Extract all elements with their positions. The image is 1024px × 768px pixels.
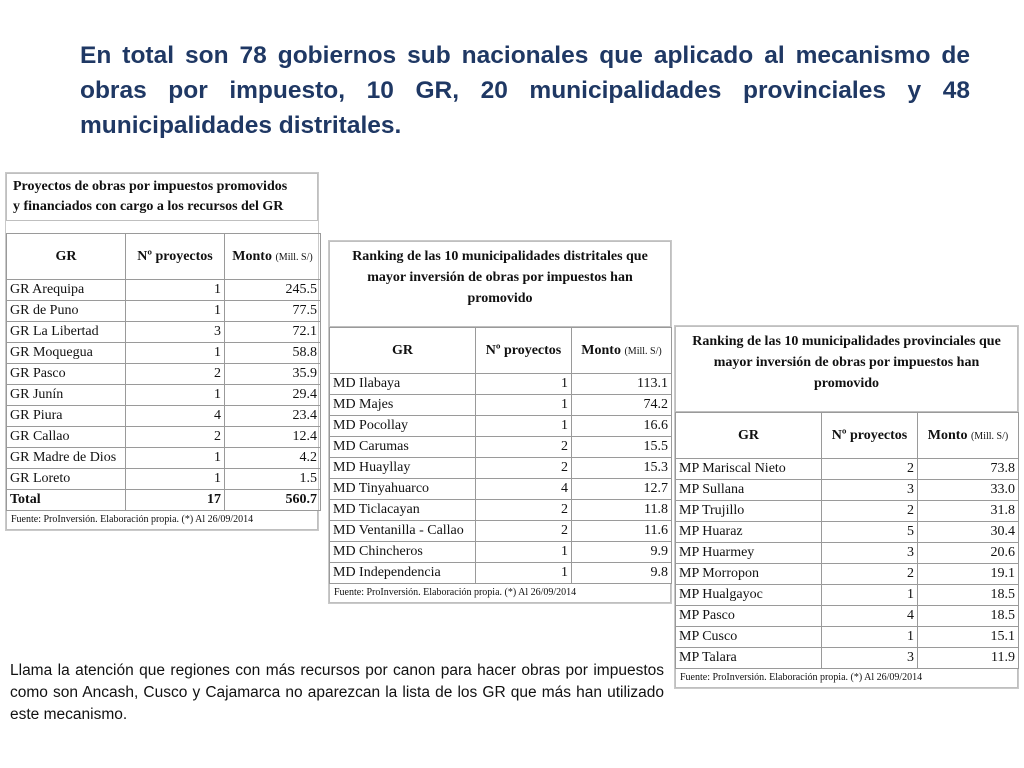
cell-proyectos: 2 [476, 458, 572, 479]
table-row [330, 563, 672, 584]
header-monto-unit: (Mill. S/) [624, 345, 662, 357]
header-monto-unit: (Mill. S/) [275, 251, 313, 263]
table-row [676, 501, 1019, 522]
header-monto-unit: (Mill. S/) [970, 430, 1009, 442]
cell-proyectos: 2 [126, 427, 225, 448]
total-proyectos: 17 [126, 490, 225, 511]
cell-name: GR Piura [7, 406, 126, 427]
cell-monto: 12.7 [572, 479, 672, 500]
cell-monto: 11.8 [572, 500, 672, 521]
cell-name: MP Talara [676, 648, 822, 669]
cell-monto: 18.5 [918, 606, 1019, 627]
header-gr: GR [330, 328, 476, 374]
header-gr: GR [676, 413, 822, 459]
table-gobiernos-regionales [5, 172, 319, 531]
total-monto: 560.7 [225, 490, 321, 511]
cell-proyectos: 1 [476, 374, 572, 395]
header-monto-label: Monto [927, 427, 968, 443]
cell-proyectos: 4 [476, 479, 572, 500]
table-row [330, 395, 672, 416]
table-row [7, 280, 321, 301]
cell-proyectos: 2 [822, 459, 918, 480]
table-total-row [7, 490, 321, 511]
table-source: Fuente: ProInversión. Elaboración propia. (*) Al 26/09/2014 [329, 584, 671, 603]
cell-name: MD Majes [330, 395, 476, 416]
cell-proyectos: 3 [126, 322, 225, 343]
cell-name: MD Tinyahuarco [330, 479, 476, 500]
header-monto [225, 234, 321, 280]
cell-proyectos: 2 [476, 521, 572, 542]
table-row [676, 543, 1019, 564]
cell-monto: 12.4 [225, 427, 321, 448]
header-proyectos: Nº proyectos [822, 413, 918, 459]
table-row [330, 437, 672, 458]
header-proyectos: Nº proyectos [476, 328, 572, 374]
cell-name: GR Pasco [7, 364, 126, 385]
cell-proyectos: 4 [822, 606, 918, 627]
table-row [330, 374, 672, 395]
table-row [7, 385, 321, 406]
header-monto [918, 413, 1019, 459]
cell-monto: 35.9 [225, 364, 321, 385]
cell-monto: 4.2 [225, 448, 321, 469]
cell-proyectos: 1 [822, 585, 918, 606]
cell-name: GR de Puno [7, 301, 126, 322]
cell-monto: 23.4 [225, 406, 321, 427]
cell-proyectos: 3 [822, 648, 918, 669]
cell-name: MD Ticlacayan [330, 500, 476, 521]
cell-monto: 18.5 [918, 585, 1019, 606]
cell-proyectos: 1 [126, 301, 225, 322]
table-row [7, 448, 321, 469]
commentary-note: Llama la atención que regiones con más recursos por canon para hacer obras por impuestos como son Ancash, Cusco y Cajamarca no aparezcan la lista de los GR que más han utilizado este mecanismo. [10, 662, 664, 723]
cell-name: MP Cusco [676, 627, 822, 648]
cell-name: MD Ilabaya [330, 374, 476, 395]
table-row [330, 542, 672, 563]
cell-name: GR Moquegua [7, 343, 126, 364]
table-row [330, 500, 672, 521]
table-title-line1: Proyectos de obras por impuestos promovidos [13, 179, 288, 194]
header-monto-label: Monto [581, 342, 621, 358]
cell-monto: 33.0 [918, 480, 1019, 501]
table-row [676, 564, 1019, 585]
cell-proyectos: 1 [476, 395, 572, 416]
cell-proyectos: 1 [126, 469, 225, 490]
cell-name: MD Chincheros [330, 542, 476, 563]
cell-name: GR Junín [7, 385, 126, 406]
cell-name: MD Huayllay [330, 458, 476, 479]
cell-proyectos: 2 [822, 501, 918, 522]
table-row [330, 521, 672, 542]
cell-monto: 30.4 [918, 522, 1019, 543]
cell-proyectos: 1 [126, 343, 225, 364]
table-row [676, 459, 1019, 480]
cell-name: MP Mariscal Nieto [676, 459, 822, 480]
cell-monto: 9.9 [572, 542, 672, 563]
table-row [7, 364, 321, 385]
cell-name: MP Sullana [676, 480, 822, 501]
cell-proyectos: 1 [476, 563, 572, 584]
cell-monto: 31.8 [918, 501, 1019, 522]
table-row [7, 301, 321, 322]
table-title: Ranking de las 10 municipalidades provinciales que mayor inversión de obras por impuestos han promovido [675, 326, 1018, 412]
slide-headline: En total son 78 gobiernos sub nacionales que aplicado al mecanismo de obras por impuesto, 10 GR, 20 municipalidades provinciales y 48 municipalidades distritales. [80, 42, 970, 139]
cell-monto: 15.5 [572, 437, 672, 458]
table-source: Fuente: ProInversión. Elaboración propia. (*) Al 26/09/2014 [6, 511, 318, 530]
cell-name: GR Loreto [7, 469, 126, 490]
data-table [6, 233, 321, 511]
cell-name: MP Trujillo [676, 501, 822, 522]
cell-name: GR Callao [7, 427, 126, 448]
table-row [676, 606, 1019, 627]
cell-monto: 58.8 [225, 343, 321, 364]
table-row [7, 406, 321, 427]
table-row [330, 458, 672, 479]
cell-proyectos: 3 [822, 543, 918, 564]
header-monto [572, 328, 672, 374]
cell-monto: 19.1 [918, 564, 1019, 585]
cell-proyectos: 1 [126, 385, 225, 406]
cell-proyectos: 1 [126, 280, 225, 301]
table-row [676, 480, 1019, 501]
cell-proyectos: 2 [126, 364, 225, 385]
cell-monto: 9.8 [572, 563, 672, 584]
cell-monto: 73.8 [918, 459, 1019, 480]
cell-monto: 15.3 [572, 458, 672, 479]
cell-proyectos: 1 [126, 448, 225, 469]
table-municipalidades-provinciales [674, 325, 1019, 689]
cell-name: MP Morropon [676, 564, 822, 585]
table-title: Ranking de las 10 municipalidades distritales que mayor inversión de obras por impuestos han promovido [329, 241, 671, 327]
cell-proyectos: 2 [822, 564, 918, 585]
cell-name: MD Independencia [330, 563, 476, 584]
cell-name: GR Arequipa [7, 280, 126, 301]
cell-monto: 245.5 [225, 280, 321, 301]
table-row [676, 648, 1019, 669]
table-title-line2: y financiados con cargo a los recursos del GR [13, 199, 284, 214]
table-row [330, 479, 672, 500]
header-proyectos: Nº proyectos [126, 234, 225, 280]
table-row [7, 343, 321, 364]
cell-monto: 113.1 [572, 374, 672, 395]
cell-monto: 15.1 [918, 627, 1019, 648]
cell-monto: 77.5 [225, 301, 321, 322]
cell-proyectos: 1 [476, 542, 572, 563]
table-row [676, 585, 1019, 606]
data-table [329, 327, 672, 584]
cell-proyectos: 2 [476, 500, 572, 521]
cell-monto: 20.6 [918, 543, 1019, 564]
table-row [7, 469, 321, 490]
cell-proyectos: 4 [126, 406, 225, 427]
cell-name: MD Carumas [330, 437, 476, 458]
table-row [676, 627, 1019, 648]
cell-name: GR Madre de Dios [7, 448, 126, 469]
cell-name: MP Huarmey [676, 543, 822, 564]
cell-proyectos: 3 [822, 480, 918, 501]
cell-name: MP Pasco [676, 606, 822, 627]
cell-proyectos: 1 [822, 627, 918, 648]
total-label: Total [7, 490, 126, 511]
cell-monto: 11.6 [572, 521, 672, 542]
table-row [7, 322, 321, 343]
table-row [330, 416, 672, 437]
cell-monto: 11.9 [918, 648, 1019, 669]
data-table [675, 412, 1019, 669]
table-municipalidades-distritales [328, 240, 672, 604]
table-title [6, 173, 318, 221]
cell-monto: 29.4 [225, 385, 321, 406]
cell-monto: 74.2 [572, 395, 672, 416]
cell-name: GR La Libertad [7, 322, 126, 343]
cell-name: MP Hualgayoc [676, 585, 822, 606]
cell-monto: 72.1 [225, 322, 321, 343]
cell-proyectos: 1 [476, 416, 572, 437]
header-monto-label: Monto [232, 248, 272, 264]
cell-monto: 1.5 [225, 469, 321, 490]
cell-name: MP Huaraz [676, 522, 822, 543]
cell-monto: 16.6 [572, 416, 672, 437]
table-row [676, 522, 1019, 543]
table-source: Fuente: ProInversión. Elaboración propia. (*) Al 26/09/2014 [675, 669, 1018, 688]
table-row [7, 427, 321, 448]
cell-name: MD Pocollay [330, 416, 476, 437]
cell-name: MD Ventanilla - Callao [330, 521, 476, 542]
cell-proyectos: 5 [822, 522, 918, 543]
header-gr: GR [7, 234, 126, 280]
cell-proyectos: 2 [476, 437, 572, 458]
